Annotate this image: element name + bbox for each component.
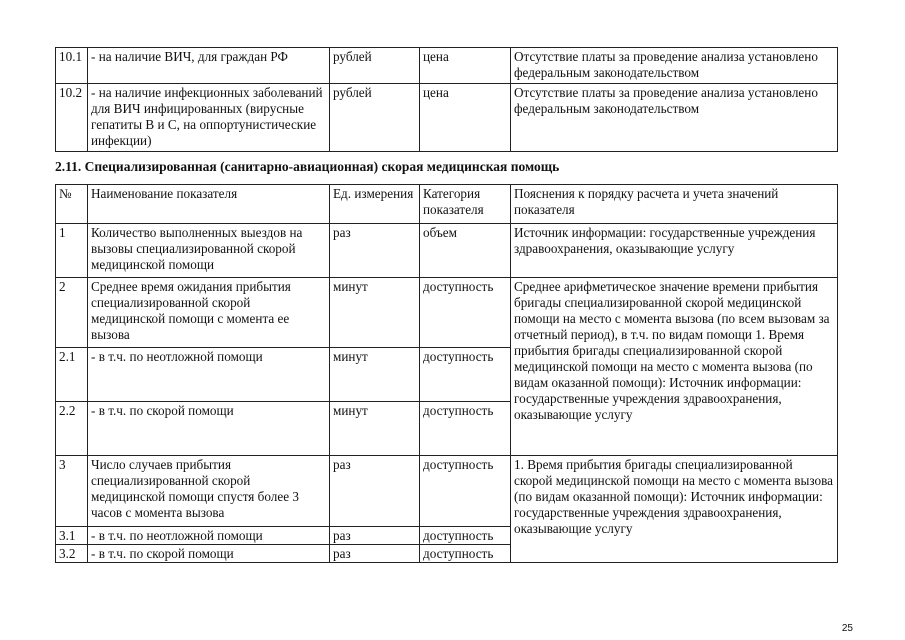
row-number: 3.1 <box>56 527 88 545</box>
row-number: 10.1 <box>56 48 88 84</box>
indicator-name: - на наличие инфекционных заболеваний для ВИЧ инфицированных (вирусные гепатиты В и С, на оппортунистические инфекции) <box>88 84 330 152</box>
explanation-cell: 1. Время прибытия бригады специализированной скорой медицинской помощи на место с момента вызова (по видам оказанной помощи): Источник информации: государственные учреждения здравоохранения, оказывающие услугу <box>511 456 838 563</box>
unit-cell: раз <box>330 456 420 527</box>
table-row <box>56 224 838 278</box>
category-cell: объем <box>420 224 511 278</box>
table-row <box>56 84 838 152</box>
explanation-cell: Отсутствие платы за проведение анализа установлено федеральным законодательством <box>511 48 838 84</box>
row-number: 2.1 <box>56 348 88 402</box>
unit-cell: раз <box>330 527 420 545</box>
row-number: 3 <box>56 456 88 527</box>
unit-cell: минут <box>330 278 420 348</box>
indicator-name: - в т.ч. по неотложной помощи <box>88 348 330 402</box>
category-cell: доступность <box>420 348 511 402</box>
category-cell: доступность <box>420 545 511 563</box>
table-row <box>56 48 838 84</box>
indicator-name: Среднее время ожидания прибытия специализированной скорой медицинской помощи с момента ее вызова <box>88 278 330 348</box>
row-number: 1 <box>56 224 88 278</box>
page-number: 25 <box>841 623 853 634</box>
unit-cell: минут <box>330 402 420 456</box>
explanation-cell: Отсутствие платы за проведение анализа установлено федеральным законодательством <box>511 84 838 152</box>
section-title: 2.11. Специализированная (санитарно-авиационная) скорая медицинская помощь <box>55 159 560 174</box>
unit-cell: рублей <box>330 84 420 152</box>
indicator-name: - в т.ч. по скорой помощи <box>88 545 330 563</box>
unit-cell: раз <box>330 545 420 563</box>
row-number: 3.2 <box>56 545 88 563</box>
unit-cell: минут <box>330 348 420 402</box>
continuation-table <box>55 47 838 152</box>
header-unit: Ед. измерения <box>330 185 420 224</box>
category-cell: цена <box>420 84 511 152</box>
indicator-name: - в т.ч. по неотложной помощи <box>88 527 330 545</box>
indicators-table <box>55 184 838 563</box>
row-number: 10.2 <box>56 84 88 152</box>
header-row <box>56 185 838 224</box>
explanation-cell: Источник информации: государственные учреждения здравоохранения, оказывающие услугу <box>511 224 838 278</box>
table-row <box>56 278 838 348</box>
header-number: № <box>56 185 88 224</box>
unit-cell: рублей <box>330 48 420 84</box>
category-cell: доступность <box>420 527 511 545</box>
row-number: 2.2 <box>56 402 88 456</box>
indicator-name: - в т.ч. по скорой помощи <box>88 402 330 456</box>
table-row <box>56 456 838 527</box>
row-number: 2 <box>56 278 88 348</box>
category-cell: цена <box>420 48 511 84</box>
category-cell: доступность <box>420 278 511 348</box>
explanation-cell: Среднее арифметическое значение времени прибытия бригады специализированной скорой медицинской помощи на место с момента вызова (по всем вызовам за отчетный период), в т.ч. по видам помощи 1. Время прибытия бригады специализированной скорой медицинской помощи на место с момента вызова (по видам оказанной помощи): Источник информации: государственные учреждения здравоохранения, оказывающие услугу <box>511 278 838 456</box>
header-category: Категория показателя <box>420 185 511 224</box>
category-cell: доступность <box>420 402 511 456</box>
indicator-name: Число случаев прибытия специализированной скорой медицинской помощи спустя более 3 часов с момента вызова <box>88 456 330 527</box>
indicator-name: - на наличие ВИЧ, для граждан РФ <box>88 48 330 84</box>
category-cell: доступность <box>420 456 511 527</box>
header-name: Наименование показателя <box>88 185 330 224</box>
header-explanation: Пояснения к порядку расчета и учета значений показателя <box>511 185 838 224</box>
unit-cell: раз <box>330 224 420 278</box>
indicator-name: Количество выполненных выездов на вызовы специализированной скорой медицинской помощи <box>88 224 330 278</box>
